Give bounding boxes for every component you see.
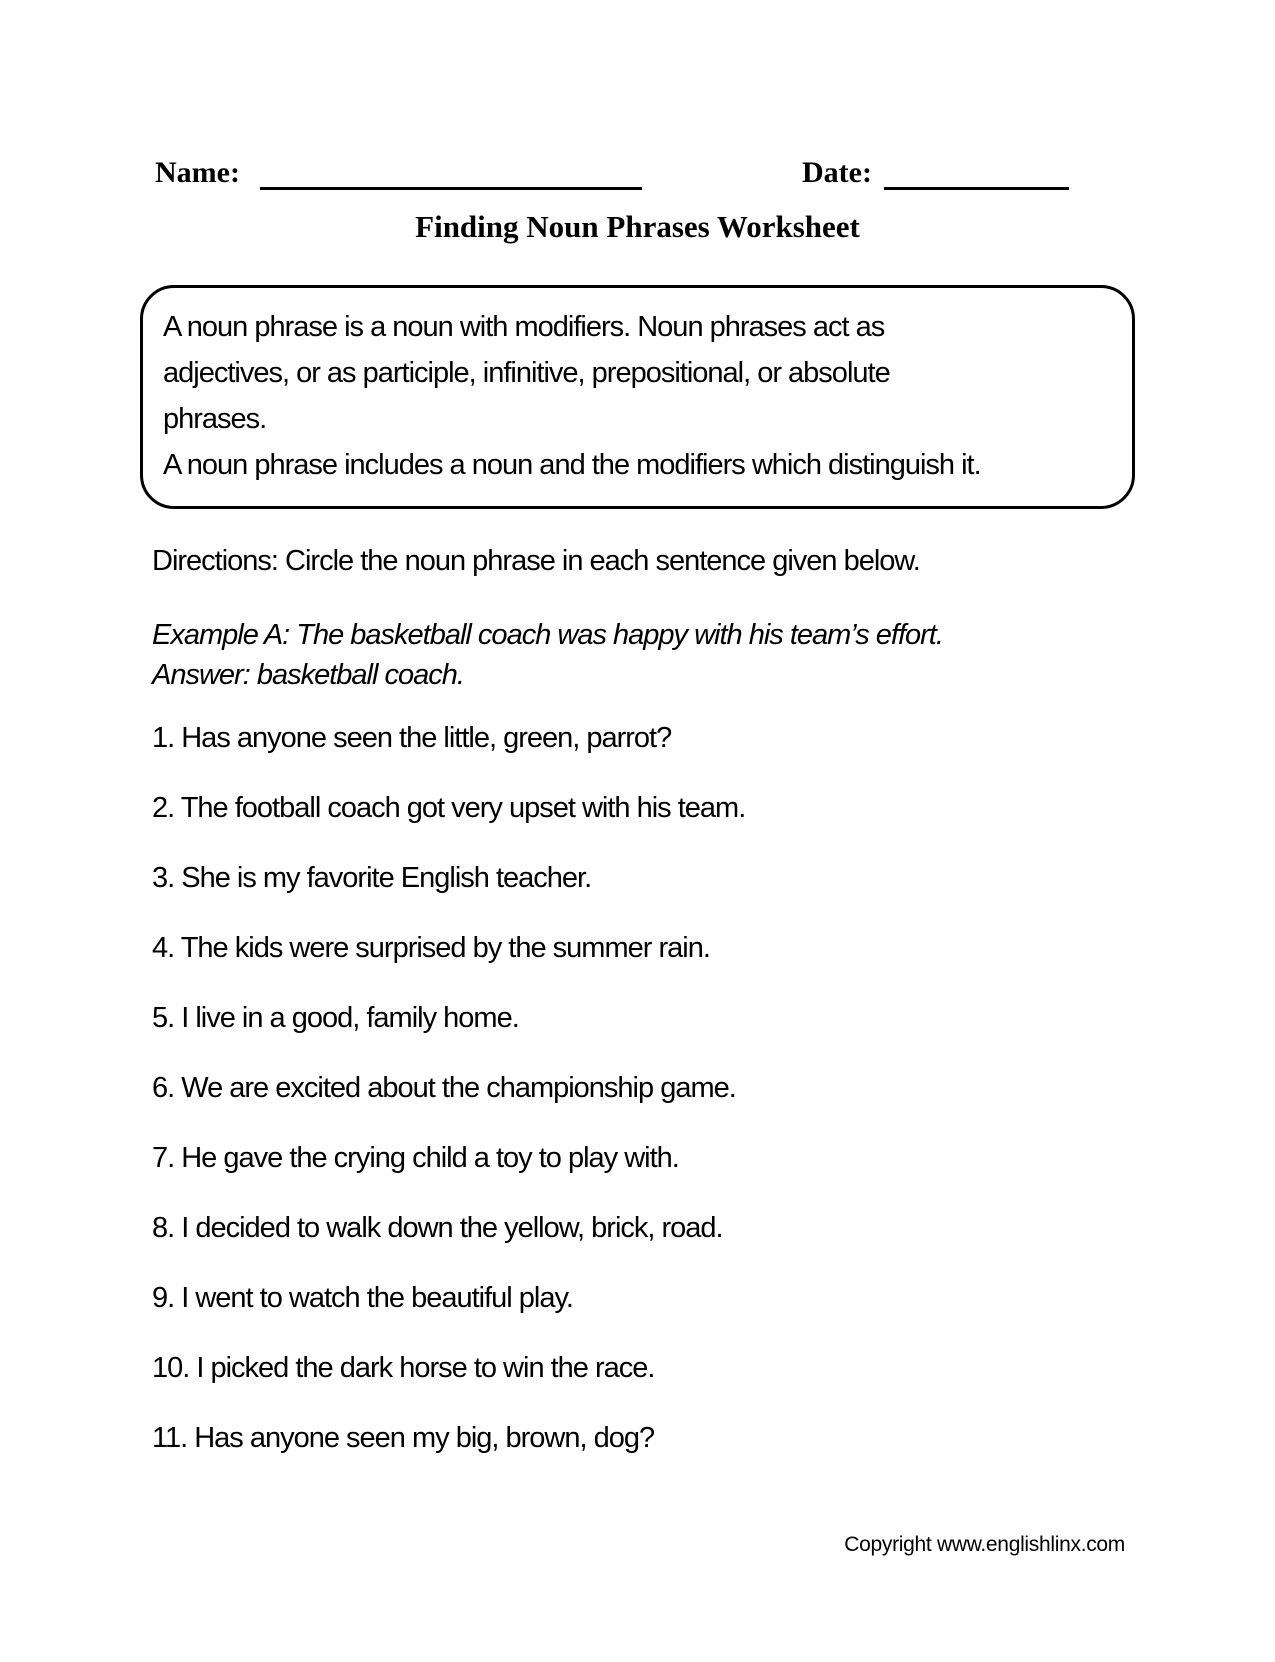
definition-line: A noun phrase includes a noun and the modifiers which distinguish it. (163, 449, 981, 481)
worksheet-item: 1. Has anyone seen the little, green, parrot? (152, 722, 672, 754)
copyright-text: Copyright www.englishlinx.com (844, 1533, 1125, 1556)
example-answer: Answer: basketball coach. (152, 659, 464, 691)
worksheet-item: 2. The football coach got very upset with his team. (152, 792, 746, 824)
date-fill-in-line[interactable] (884, 160, 1069, 190)
worksheet-item: 11. Has anyone seen my big, brown, dog? (152, 1422, 655, 1454)
worksheet-item: 8. I decided to walk down the yellow, brick, road. (152, 1212, 723, 1244)
worksheet-item: 4. The kids were surprised by the summer rain. (152, 932, 710, 964)
definition-line: phrases. (163, 403, 267, 435)
worksheet-item: 6. We are excited about the championship game. (152, 1072, 736, 1104)
definition-box (140, 285, 1135, 509)
name-fill-in-line[interactable] (260, 160, 642, 190)
example-sentence: Example A: The basketball coach was happy with his team’s effort. (152, 619, 943, 651)
page-title: Finding Noun Phrases Worksheet (415, 209, 860, 244)
directions-text: Directions: Circle the noun phrase in each sentence given below. (152, 545, 920, 577)
name-label: Name: (155, 156, 240, 189)
example-block (152, 615, 1135, 695)
date-label: Date: (801, 156, 872, 189)
worksheet-item: 9. I went to watch the beautiful play. (152, 1282, 573, 1314)
worksheet-item: 5. I live in a good, family home. (152, 1002, 519, 1034)
worksheet-item: 3. She is my favorite English teacher. (152, 862, 592, 894)
definition-line: A noun phrase is a noun with modifiers. Noun phrases act as (163, 311, 885, 343)
worksheet-item: 10. I picked the dark horse to win the race. (152, 1352, 655, 1384)
sentence-list (152, 723, 1135, 1453)
header-row (155, 156, 1135, 190)
worksheet-item: 7. He gave the crying child a toy to play with. (152, 1142, 679, 1174)
definition-line: adjectives, or as participle, infinitive, prepositional, or absolute (163, 357, 890, 389)
